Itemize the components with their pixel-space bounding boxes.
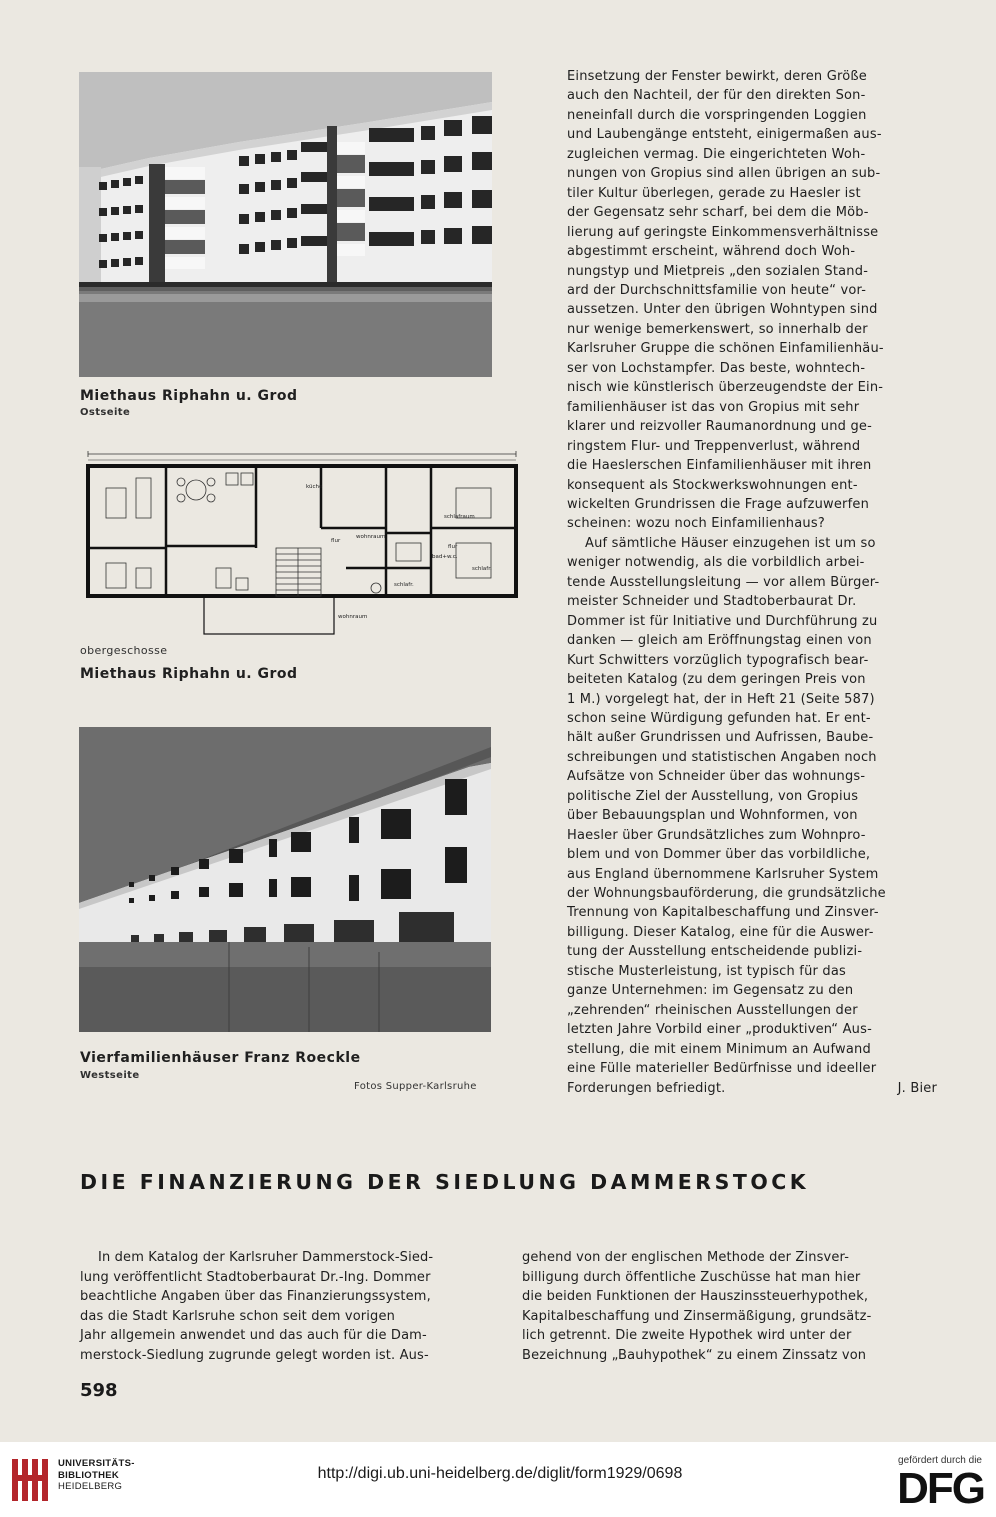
section-left-column <box>80 1248 498 1365</box>
para2-line: schreibungen und statistischen Angaben noch <box>567 749 877 765</box>
para2-line: politische Ziel der Ausstellung, von Gropius <box>567 788 859 804</box>
para2-line: danken — gleich am Eröffnungstag einen von <box>567 633 872 649</box>
para2-line: hält außer Grundrissen und Aufrissen, Baube- <box>567 730 874 746</box>
para2-line: tende Ausstellungsleitung — vor allem Bürger- <box>567 574 880 590</box>
para1-line: abgestimmt erscheint, während doch Woh- <box>567 244 856 260</box>
para1-line: nur wenige bemerkenswert, so innerhalb der <box>567 321 868 337</box>
para1-line: nungstyp und Mietpreis „den sozialen Stand- <box>567 263 869 279</box>
para2-line: stellung, die mit einem Minimum an Aufwand <box>567 1041 871 1057</box>
para2-line: Dommer ist für Initiative und Durchführung zu <box>567 613 878 629</box>
article-paragraph-1 <box>567 67 937 534</box>
section-left-line: Jahr allgemein anwendet und das auch für die Dam- <box>80 1328 427 1343</box>
section-right-column <box>522 1248 937 1365</box>
para2-line: über Bebauungsplan und Wohnformen, von <box>567 808 858 824</box>
plan-caption-title: Miethaus Riphahn u. Grod <box>80 666 298 682</box>
photo-miethaus-ostseite <box>79 72 492 377</box>
university-library-logo <box>10 1455 52 1505</box>
article-right-column <box>567 67 937 1098</box>
article-closing-line <box>567 1079 937 1098</box>
para1-line: ringstem Flur- und Treppenverlust, während <box>567 438 861 454</box>
plan-label-wohnraum1: wohnraum <box>356 534 386 540</box>
plan-label-flur1: flur <box>331 538 341 544</box>
para1-line: wickelten Grundrissen die Frage aufzuwerfen <box>567 496 870 512</box>
permalink-url[interactable]: http://digi.ub.uni-heidelberg.de/diglit/form1929/0698 <box>317 1465 683 1482</box>
plan-label-bad: bad+w.c. <box>432 554 458 560</box>
para2-line: der Wohnungsbauförderung, die grundsätzliche <box>567 886 886 902</box>
para1-line: nungen von Gropius sind allen übrigen an sub- <box>567 166 881 182</box>
photo-credit: Fotos Supper-Karlsruhe <box>354 1081 477 1092</box>
para2-line: billigung. Dieser Katalog, eine für die Auswer- <box>567 924 874 940</box>
plan-label-wohnraum2: wohnraum <box>338 614 368 620</box>
para2-line: schon seine Würdigung gefunden hat. Er ent- <box>567 710 871 726</box>
funded-by-label: gefördert durch die <box>898 1455 982 1466</box>
para1-line: neneinfall durch die vorspringenden Loggien <box>567 107 867 123</box>
para2-line: tung der Ausstellung entscheidende publizi- <box>567 944 863 960</box>
para2-line: beiteten Katalog (zu dem geringen Preis von <box>567 672 866 688</box>
para1-line: die Haeslerschen Einfamilienhäuser mit ihren <box>567 458 872 474</box>
para1-line: ard der Durchschnittsfamilie von heute“ vor- <box>567 282 867 298</box>
para2-line: aus England übernommene Karlsruher System <box>567 866 879 882</box>
section-right-line: gehend von der englischen Methode der Zinsver- <box>522 1250 850 1265</box>
section-left-line: lung veröffentlicht Stadtoberbaurat Dr.-Ing. Dommer <box>80 1269 431 1285</box>
para2-line: ganze Unternehmen: im Gegensatz zu den <box>567 983 854 999</box>
photo-vierfamilienhaeuser-westseite <box>79 727 491 1032</box>
section-right-line: Kapitalbeschaffung und Zinsermäßigung, grundsätz- <box>522 1308 872 1324</box>
viewer-footer <box>0 1442 996 1517</box>
para2-line: stische Musterleistung, ist typisch für das <box>567 963 846 979</box>
section-left-line: In dem Katalog der Karlsruher Dammerstock-Sied- <box>98 1250 434 1265</box>
article-last-line: Forderungen befriedigt. <box>567 1080 726 1096</box>
page-number: 598 <box>80 1380 118 1401</box>
photo1-caption-subtitle: Ostseite <box>80 407 131 418</box>
section-left-line: das die Stadt Karlsruhe schon seit dem vorigen <box>80 1308 395 1324</box>
para2-line: Kurt Schwitters vorzüglich typografisch bear- <box>567 652 869 668</box>
para1-line: Einsetzung der Fenster bewirkt, deren Größe <box>567 69 867 84</box>
para1-line: lierung auf geringste Einkommensverhältnisse <box>567 224 879 240</box>
para1-line: auch den Nachteil, der für den direkten Son- <box>567 88 866 104</box>
para1-line: der Gegensatz sehr scharf, bei dem die Möb- <box>567 205 869 221</box>
para1-line: familienhäuser ist das von Gropius mit sehr <box>567 399 860 415</box>
para2-line: Aufsätze von Schneider über das wohnungs- <box>567 769 866 785</box>
para1-line: nisch wie künstlerisch überzeugendste der Ein- <box>567 380 884 396</box>
section-right-line: lich getrennt. Die zweite Hypothek wird unter der <box>522 1328 852 1343</box>
section-left-line: beachtliche Angaben über das Finanzierungssystem, <box>80 1289 431 1304</box>
para2-line: „zehrenden“ rheinischen Ausstellungen der <box>567 1002 858 1018</box>
para2-line: 1 M.) vorgelegt hat, der in Heft 21 (Seite 587) <box>567 691 875 707</box>
para1-line: tiler Kultur überlegen, gerade zu Haesler ist <box>567 185 861 201</box>
para2-line: meister Schneider und Stadtoberbaurat Dr. <box>567 594 857 610</box>
para1-line: Karlsruher Gruppe die schönen Einfamilienhäu- <box>567 341 884 357</box>
plan-caption-subtitle: obergeschosse <box>80 644 168 657</box>
para1-line: aussetzen. Unter den übrigen Wohntypen sind <box>567 302 878 318</box>
para1-line: zugleichen vermag. Die eingerichteten Woh- <box>567 146 866 162</box>
para1-line: scheinen: wozu noch Einfamilienhaus? <box>567 516 825 532</box>
section-right-line: billigung durch öffentliche Zuschüsse hat man hier <box>522 1269 861 1285</box>
para2-line: blem und von Dommer über das vorbildliche, <box>567 847 871 863</box>
dfg-logo: DFG <box>897 1464 984 1513</box>
library-name-line1: UNIVERSITÄTS- <box>58 1458 135 1469</box>
para2-line: eine Fülle materieller Bedürfnisse und ideeller <box>567 1061 877 1077</box>
section-left-line: merstock-Siedlung zugrunde gelegt worden ist. Aus- <box>80 1347 429 1363</box>
para2-line: weniger notwendig, als die vorbildlich arbei- <box>567 555 865 571</box>
article-paragraph-2 <box>567 534 937 1079</box>
plan-label-schlafr2: schlafr. <box>472 566 492 572</box>
library-name <box>58 1458 135 1493</box>
section-right-line: die beiden Funktionen der Hauszinssteuerhypothek, <box>522 1289 869 1304</box>
floor-plan-drawing <box>76 448 526 638</box>
para1-line: klarer und reizvoller Raumanordnung und ge- <box>567 419 872 435</box>
photo2-caption-title: Vierfamilienhäuser Franz Roeckle <box>80 1050 361 1066</box>
library-name-line2: BIBLIOTHEK <box>58 1469 120 1481</box>
para1-line: konsequent als Stockwerkswohnungen ent- <box>567 477 858 493</box>
plan-label-schlafraum: schlafraum <box>444 514 475 520</box>
para2-line: Haesler über Grundsätzliches zum Wohnpro- <box>567 827 866 843</box>
plan-label-schlafr1: schlafr. <box>394 582 414 588</box>
plan-label-kueche: küche <box>306 484 323 490</box>
para2-line: letzten Jahre Vorbild einer „produktiven“ Aus- <box>567 1022 872 1038</box>
section-heading: DIE FINANZIERUNG DER SIEDLUNG DAMMERSTOCK <box>80 1170 810 1194</box>
section-right-line: Bezeichnung „Bauhypothek“ zu einem Zinssatz von <box>522 1347 867 1363</box>
para2-line: Trennung von Kapitalbeschaffung und Zinsver- <box>567 905 879 921</box>
para1-line: ser von Lochstampfer. Das beste, wohntech- <box>567 360 866 376</box>
library-name-line3: HEIDELBERG <box>58 1481 123 1492</box>
article-signature: J. Bier <box>897 1080 937 1096</box>
para1-line: und Laubengänge entsteht, einigermaßen aus- <box>567 127 882 143</box>
para2-line: Auf sämtliche Häuser einzugehen ist um so <box>585 535 876 551</box>
photo2-caption-subtitle: Westseite <box>80 1070 140 1081</box>
photo1-caption-title: Miethaus Riphahn u. Grod <box>80 388 298 404</box>
plan-label-flur2: flur <box>448 544 458 550</box>
